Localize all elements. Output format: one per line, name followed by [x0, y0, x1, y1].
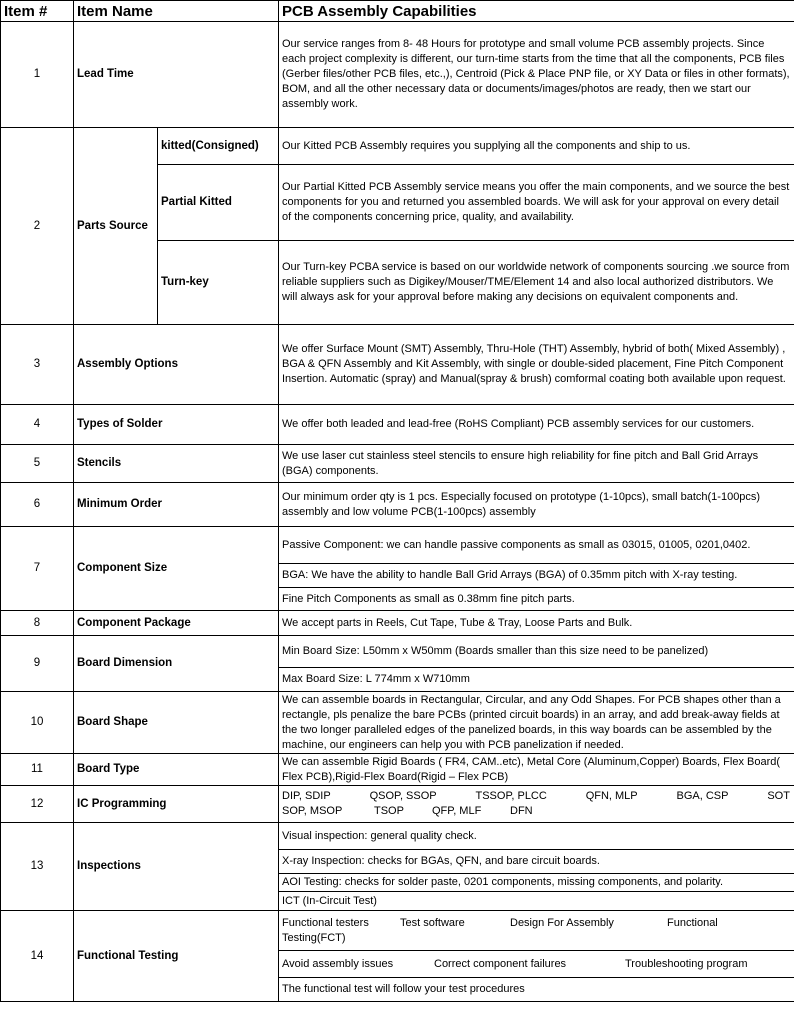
item-number: 6 [1, 483, 74, 527]
item-number: 11 [1, 754, 74, 786]
header-row [1, 1, 794, 22]
item-number: 9 [1, 636, 74, 692]
table-row [1, 22, 794, 128]
item-description: We offer both leaded and lead-free (RoHS Compliant) PCB assembly services for our customers. [279, 405, 794, 445]
ft-item: Functional testers [282, 916, 369, 929]
package-item: DFN [510, 805, 533, 817]
package-item: TSSOP, PLCC [475, 790, 547, 802]
item-number: 3 [1, 325, 74, 405]
component-size-line: Passive Component: we can handle passive components as small as 03015, 01005, 0201,0402. [279, 527, 794, 564]
component-size-line: Fine Pitch Components as small as 0.38mm fine pitch parts. [279, 588, 794, 611]
board-dimension-line: Max Board Size: L 774mm x W710mm [279, 668, 794, 692]
item-number: 8 [1, 611, 74, 636]
functional-testing-line [279, 951, 794, 978]
item-name: Component Package [74, 611, 279, 636]
item-number: 7 [1, 527, 74, 611]
item-description: We can assemble boards in Rectangular, Circular, and any Odd Shapes. For PCB shapes other than a rectangle, pls penalize the bare PCBs (printed circuit boards) in an array, and add break-away fields at the two longer paralleled edges of the panelized boards, in this way boards can be assembled by the machine, our engineers can help you with PCB panelization if needed. [279, 692, 794, 754]
package-item: BGA, CSP [676, 790, 729, 802]
package-line [282, 789, 790, 804]
item-name: Board Type [74, 754, 279, 786]
parts-source-description: Our Kitted PCB Assembly requires you supplying all the components and ship to us. [279, 128, 794, 165]
item-name: Board Dimension [74, 636, 279, 692]
table-row [1, 911, 794, 951]
functional-testing-line: The functional test will follow your test procedures [279, 978, 794, 1002]
parts-source-description: Our Partial Kitted PCB Assembly service means you offer the main components, and we source the best components for you and returned you assembled boards. We will ask for your approval on every detail of the components concerning price, quality, and availability. [279, 165, 794, 241]
item-number: 5 [1, 445, 74, 483]
parts-source-type: Turn-key [158, 241, 279, 325]
package-item: QFP, MLF [432, 805, 482, 817]
component-size-line: BGA: We have the ability to handle Ball Grid Arrays (BGA) of 0.35mm pitch with X-ray testing. [279, 564, 794, 588]
item-number: 4 [1, 405, 74, 445]
item-name: Stencils [74, 445, 279, 483]
package-item: SOP, MSOP [282, 805, 343, 817]
board-dimension-line: Min Board Size: L50mm x W50mm (Boards smaller than this size need to be panelized) [279, 636, 794, 668]
ft-item: Correct component failures [434, 957, 567, 970]
item-description: We use laser cut stainless steel stencils to ensure high reliability for fine pitch and Ball Grid Arrays (BGA) components. [279, 445, 794, 483]
ft-item: Test software [400, 916, 465, 929]
table-row [1, 128, 794, 165]
table-row [1, 786, 794, 823]
ft-item: Troubleshooting program [625, 957, 748, 970]
inspection-line: Visual inspection: general quality check. [279, 823, 794, 850]
item-name: Inspections [74, 823, 279, 911]
item-description: We offer Surface Mount (SMT) Assembly, Thru-Hole (THT) Assembly, hybrid of both( Mixed Assembly) , BGA & QFN Assembly and Kit Assembly, with single or double-sided placement, Fine Pitch Component Insertion. Automatic (spray) and Manual(spray & brush) comformal coating both available upon request. [279, 325, 794, 405]
table-row [1, 692, 794, 754]
table-row [1, 823, 794, 850]
item-description: We can assemble Rigid Boards ( FR4, CAM..etc), Metal Core (Aluminum,Copper) Boards, Flex Board( Flex PCB),Rigid-Flex Board(Rigid – Flex PCB) [279, 754, 794, 786]
table-row [1, 483, 794, 527]
item-number: 2 [1, 128, 74, 325]
package-item: QFN, MLP [585, 790, 638, 802]
inspection-line: X-ray Inspection: checks for BGAs, QFN, and bare circuit boards. [279, 850, 794, 874]
parts-source-type: Partial Kitted [158, 165, 279, 241]
parts-source-description: Our Turn-key PCBA service is based on our worldwide network of components sourcing .we source from reliable suppliers such as Digikey/Mouser/TME/Element 14 and also local authorized distributors. We will always ask for your approval before making any decisions on equivalent components and. [279, 241, 794, 325]
item-name: Assembly Options [74, 325, 279, 405]
item-number: 14 [1, 911, 74, 1002]
table-row [1, 527, 794, 564]
inspection-line: ICT (In-Circuit Test) [279, 892, 794, 911]
package-item: DIP, SDIP [282, 790, 331, 802]
table-row [1, 754, 794, 786]
item-name: Minimum Order [74, 483, 279, 527]
item-description: We accept parts in Reels, Cut Tape, Tube & Tray, Loose Parts and Bulk. [279, 611, 794, 636]
table-row [1, 325, 794, 405]
table-row [1, 405, 794, 445]
item-number: 10 [1, 692, 74, 754]
header-item-name: Item Name [74, 1, 279, 22]
ft-item: Design For Assembly [510, 916, 614, 929]
item-name: Types of Solder [74, 405, 279, 445]
header-capabilities: PCB Assembly Capabilities [279, 1, 794, 22]
ft-item: Avoid assembly issues [282, 957, 394, 970]
package-item: QSOP, SSOP [369, 790, 437, 802]
item-name: IC Programming [74, 786, 279, 823]
functional-testing-items [282, 916, 790, 931]
table-row [1, 611, 794, 636]
ic-programming-packages [279, 786, 794, 823]
package-item: TSOP [374, 805, 404, 817]
item-name: Functional Testing [74, 911, 279, 1002]
item-number: 13 [1, 823, 74, 911]
package-item: SOT [767, 790, 790, 802]
inspection-line: AOI Testing: checks for solder paste, 0201 components, missing components, and polarity. [279, 874, 794, 892]
ft-item-wrap: Testing(FCT) [282, 931, 346, 944]
item-number: 1 [1, 22, 74, 128]
item-name: Lead Time [74, 22, 279, 128]
item-number: 12 [1, 786, 74, 823]
table-row [1, 636, 794, 668]
item-description: Our minimum order qty is 1 pcs. Especially focused on prototype (1-10pcs), small batch(1-100pcs) assembly and low volume PCB(1-100pcs) assembly [279, 483, 794, 527]
ft-item: Functional [667, 916, 718, 929]
table-row [1, 445, 794, 483]
item-name: Board Shape [74, 692, 279, 754]
item-description: Our service ranges from 8- 48 Hours for prototype and small volume PCB assembly projects. Since each project complexity is different, our turn-time starts from the time that all the components, PCB files (Gerber files/other PCB files, etc.,), Centroid (Pick & Place PNP file, or XY Data or files in other formats), BOM, and all the other necessary data or documents/images/photos are ready, then we start our assembly work. [279, 22, 794, 128]
item-name: Parts Source [74, 128, 158, 325]
package-line [282, 804, 790, 819]
header-item-number: Item # [1, 1, 74, 22]
functional-testing-line [279, 911, 794, 951]
item-name: Component Size [74, 527, 279, 611]
parts-source-type: kitted(Consigned) [158, 128, 279, 165]
